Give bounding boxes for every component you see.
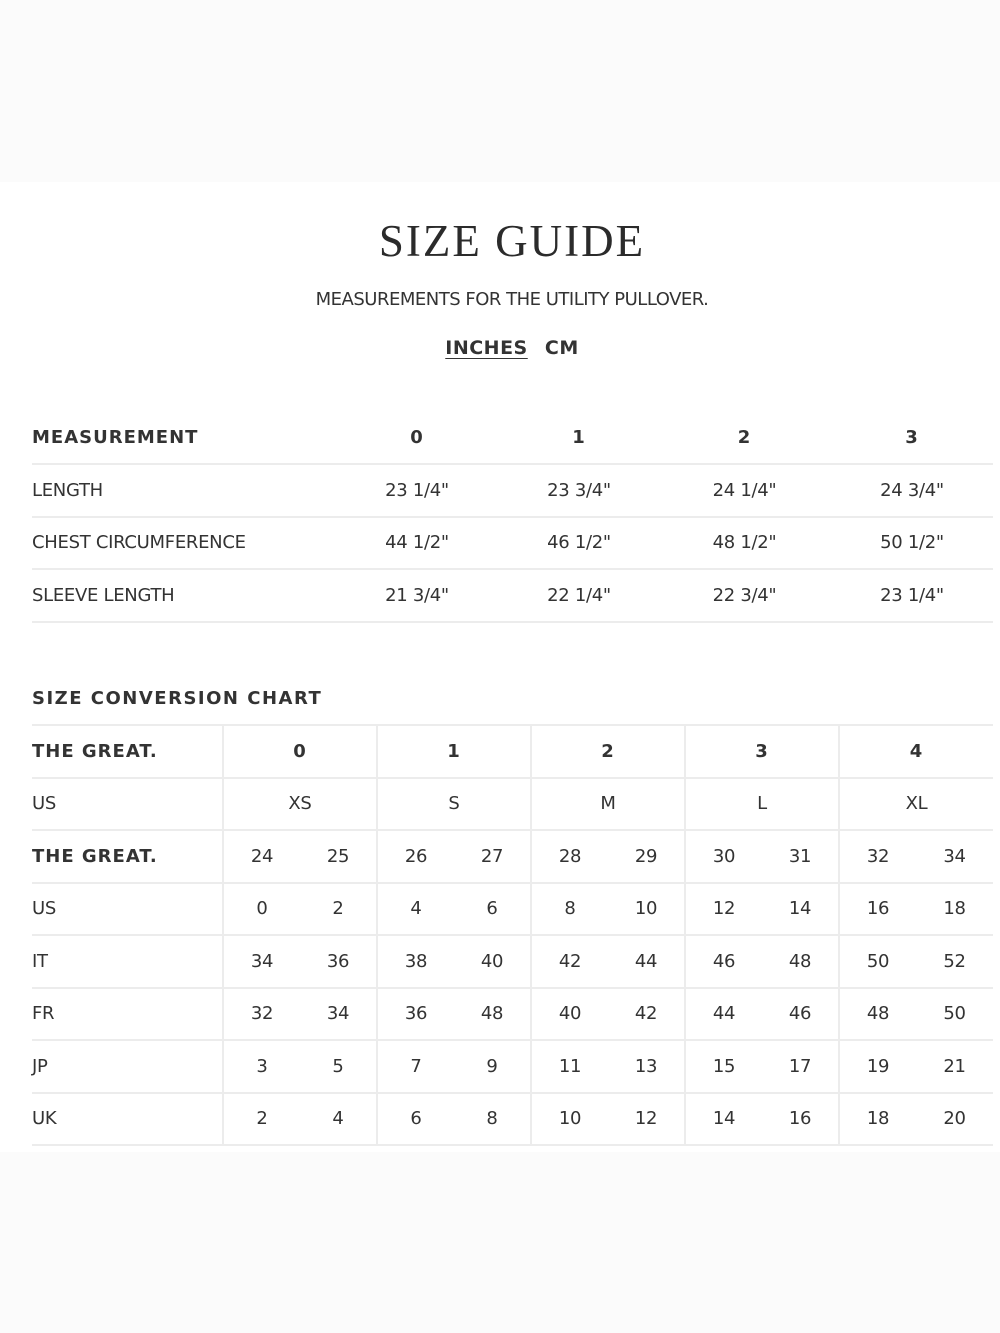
size-header: 0: [334, 412, 500, 464]
size-value: 14: [685, 1093, 762, 1146]
size-value: 44: [608, 935, 685, 988]
table-row: [32, 935, 993, 988]
size-value: 2: [223, 1093, 300, 1146]
unit-cm-toggle[interactable]: CM: [544, 337, 579, 359]
row-label: UK: [32, 1093, 223, 1146]
size-value: 42: [531, 935, 608, 988]
size-value: 5: [300, 1040, 377, 1093]
size-value: 18: [839, 1093, 916, 1146]
size-value: 34: [916, 830, 993, 883]
size-cell: M: [531, 778, 685, 831]
page-title: SIZE GUIDE: [378, 216, 646, 266]
unit-inches-toggle[interactable]: INCHES: [445, 337, 528, 359]
row-label: CHEST CIRCUMFERENCE: [32, 517, 334, 570]
size-value: 19: [839, 1040, 916, 1093]
size-value: 16: [839, 883, 916, 936]
size-value: 48: [839, 988, 916, 1041]
size-header: 1: [500, 412, 658, 464]
size-value: 7: [377, 1040, 454, 1093]
measurements-table: [32, 412, 993, 623]
table-row: [32, 883, 993, 936]
size-value: 24: [223, 830, 300, 883]
row-label: THE GREAT.: [32, 725, 223, 778]
size-value: 10: [531, 1093, 608, 1146]
size-value: 50: [916, 988, 993, 1041]
table-row: [32, 725, 993, 778]
size-cell: 3: [685, 725, 839, 778]
size-cell: L: [685, 778, 839, 831]
size-value: 48: [762, 935, 839, 988]
measurement-value: 46 1/2": [500, 517, 658, 570]
measurement-value: 24 3/4": [831, 464, 993, 517]
size-cell: 2: [531, 725, 685, 778]
measurement-value: 50 1/2": [831, 517, 993, 570]
size-value: 28: [531, 830, 608, 883]
size-value: 4: [377, 883, 454, 936]
size-value: 27: [454, 830, 531, 883]
size-cell: XL: [839, 778, 993, 831]
row-label: FR: [32, 988, 223, 1041]
size-value: 11: [531, 1040, 608, 1093]
size-value: 26: [377, 830, 454, 883]
table-row: [32, 464, 993, 517]
size-value: 42: [608, 988, 685, 1041]
measurement-value: 21 3/4": [334, 569, 500, 622]
size-header: 3: [831, 412, 993, 464]
size-cell: S: [377, 778, 531, 831]
table-header-row: [32, 412, 993, 464]
measurement-value: 22 3/4": [658, 569, 831, 622]
size-value: 13: [608, 1040, 685, 1093]
page-subtitle: MEASUREMENTS FOR THE UTILITY PULLOVER.: [315, 289, 709, 310]
size-value: 32: [839, 830, 916, 883]
size-value: 8: [531, 883, 608, 936]
size-value: 48: [454, 988, 531, 1041]
size-value: 52: [916, 935, 993, 988]
row-label: SLEEVE LENGTH: [32, 569, 334, 622]
size-value: 12: [685, 883, 762, 936]
size-cell: 0: [223, 725, 377, 778]
size-value: 4: [300, 1093, 377, 1146]
row-label: THE GREAT.: [32, 830, 223, 883]
row-label: LENGTH: [32, 464, 334, 517]
size-value: 31: [762, 830, 839, 883]
size-value: 40: [531, 988, 608, 1041]
size-value: 40: [454, 935, 531, 988]
size-value: 46: [762, 988, 839, 1041]
size-value: 21: [916, 1040, 993, 1093]
size-value: 2: [300, 883, 377, 936]
size-cell: 4: [839, 725, 993, 778]
measurement-value: 48 1/2": [658, 517, 831, 570]
size-value: 0: [223, 883, 300, 936]
size-value: 25: [300, 830, 377, 883]
header-label: MEASUREMENT: [32, 412, 334, 464]
table-row: [32, 1093, 993, 1146]
size-value: 38: [377, 935, 454, 988]
size-value: 32: [223, 988, 300, 1041]
size-value: 30: [685, 830, 762, 883]
table-row: [32, 569, 993, 622]
size-value: 16: [762, 1093, 839, 1146]
size-value: 36: [377, 988, 454, 1041]
table-row: [32, 988, 993, 1041]
size-conversion-table: [32, 724, 993, 1146]
size-value: 14: [762, 883, 839, 936]
size-value: 46: [685, 935, 762, 988]
row-label: US: [32, 883, 223, 936]
measurement-value: 23 1/4": [334, 464, 500, 517]
size-header: 2: [658, 412, 831, 464]
table-row: [32, 517, 993, 570]
row-label: JP: [32, 1040, 223, 1093]
size-cell: 1: [377, 725, 531, 778]
size-value: 18: [916, 883, 993, 936]
row-label: US: [32, 778, 223, 831]
measurement-value: 22 1/4": [500, 569, 658, 622]
conversion-chart-title: SIZE CONVERSION CHART: [32, 688, 323, 709]
size-value: 15: [685, 1040, 762, 1093]
size-value: 12: [608, 1093, 685, 1146]
size-cell: XS: [223, 778, 377, 831]
measurement-value: 44 1/2": [334, 517, 500, 570]
table-row: [32, 778, 993, 831]
measurement-value: 23 3/4": [500, 464, 658, 517]
size-value: 3: [223, 1040, 300, 1093]
size-value: 34: [300, 988, 377, 1041]
size-value: 34: [223, 935, 300, 988]
size-value: 50: [839, 935, 916, 988]
size-value: 10: [608, 883, 685, 936]
size-value: 6: [454, 883, 531, 936]
measurement-value: 23 1/4": [831, 569, 993, 622]
size-value: 44: [685, 988, 762, 1041]
table-row: [32, 830, 993, 883]
size-value: 17: [762, 1040, 839, 1093]
size-value: 36: [300, 935, 377, 988]
size-value: 29: [608, 830, 685, 883]
table-row: [32, 1040, 993, 1093]
measurement-value: 24 1/4": [658, 464, 831, 517]
row-label: IT: [32, 935, 223, 988]
size-value: 20: [916, 1093, 993, 1146]
unit-toggle: [0, 337, 1000, 359]
size-value: 6: [377, 1093, 454, 1146]
size-value: 8: [454, 1093, 531, 1146]
size-value: 9: [454, 1040, 531, 1093]
